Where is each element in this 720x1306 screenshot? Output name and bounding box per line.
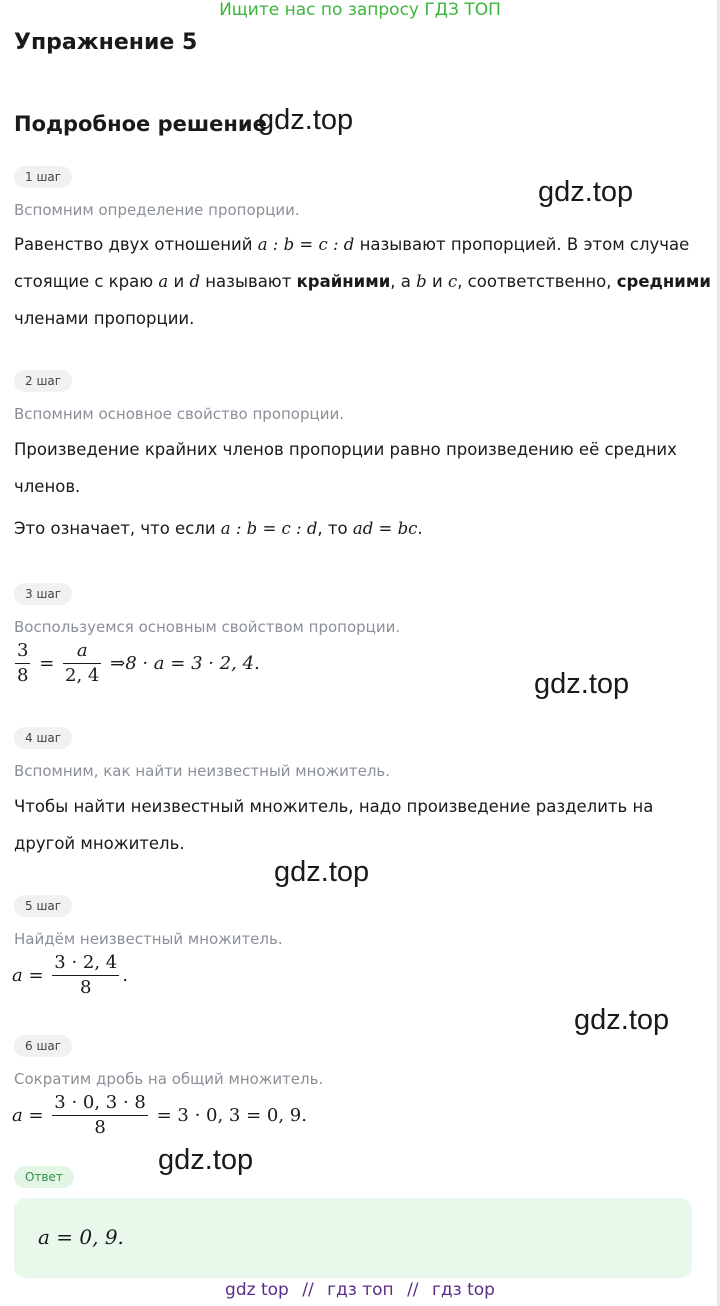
step2-line3: Это означает, что если a : b = c : d, то ad = bc. [14, 519, 423, 538]
footer-separator: // [302, 1280, 314, 1300]
step-chip-1: 1 шаг [14, 166, 72, 188]
proportion-formula: a : b = c : d [257, 235, 355, 254]
step1-line2: стоящие с краю a и d называют крайними, а b и c, соответственно, средними [14, 272, 711, 291]
top-banner: Ищите нас по запросу ГДЗ ТОП [219, 0, 501, 20]
middle-terms: средними [616, 272, 711, 291]
step-chip-5: 5 шаг [14, 895, 72, 917]
watermark: gdz.top [534, 668, 630, 700]
step-hint-5: Найдём неизвестный множитель. [14, 930, 283, 948]
solution-heading: Подробное решение [14, 112, 267, 136]
step-chip-3: 3 шаг [14, 583, 72, 605]
step4-line1: Чтобы найти неизвестный множитель, надо произведение разделить на [14, 797, 654, 816]
answer-value: a = 0, 9. [38, 1225, 124, 1249]
step-chip-2: 2 шаг [14, 370, 72, 392]
step-hint-1: Вспомним определение пропорции. [14, 201, 300, 219]
step1-line1: Равенство двух отношений a : b = c : d называют пропорцией. В этом случае [14, 235, 690, 254]
step-hint-3: Воспользуемся основным свойством пропорции. [14, 618, 401, 636]
step2-line1: Произведение крайних членов пропорции равно произведению её средних [14, 440, 677, 459]
page-title: Упражнение 5 [14, 30, 198, 55]
footer-links [0, 1280, 720, 1300]
footer-link-gdz-top-ru[interactable]: гдз топ [327, 1280, 394, 1300]
answer-chip: Ответ [14, 1166, 74, 1188]
step-hint-4: Вспомним, как найти неизвестный множитель. [14, 762, 391, 780]
footer-link-gdz-top[interactable]: gdz top [225, 1280, 289, 1300]
step3-equation: $\frac{3}{8}$ = $\frac{a}{2, 4}$ ⇒8 · a = 3 · 2, 4. [17, 640, 260, 686]
step-hint-2: Вспомним основное свойство пропорции. [14, 405, 344, 423]
step-hint-6: Сократим дробь на общий множитель. [14, 1070, 324, 1088]
step1-line3: членами пропорции. [14, 309, 195, 328]
step2-line2: членов. [14, 477, 81, 496]
step4-line2: другой множитель. [14, 834, 185, 853]
step-chip-4: 4 шаг [14, 727, 72, 749]
footer-link-gdz-top-mixed[interactable]: гдз top [431, 1280, 495, 1300]
watermark: gdz.top [538, 176, 634, 208]
step5-equation: a = $\frac{3 \cdot 2, 4}{8}$ . [12, 952, 128, 998]
step-chip-6: 6 шаг [14, 1035, 72, 1057]
extreme-terms: крайними [296, 272, 391, 291]
watermark: gdz.top [158, 1144, 254, 1176]
watermark: gdz.top [258, 104, 354, 136]
step6-equation: a = $\frac{3 \cdot 0, 3 \cdot 8}{8}$ = 3 · 0, 3 = 0, 9. [12, 1092, 307, 1138]
watermark: gdz.top [574, 1004, 670, 1036]
footer-separator: // [407, 1280, 419, 1300]
watermark: gdz.top [274, 856, 370, 888]
